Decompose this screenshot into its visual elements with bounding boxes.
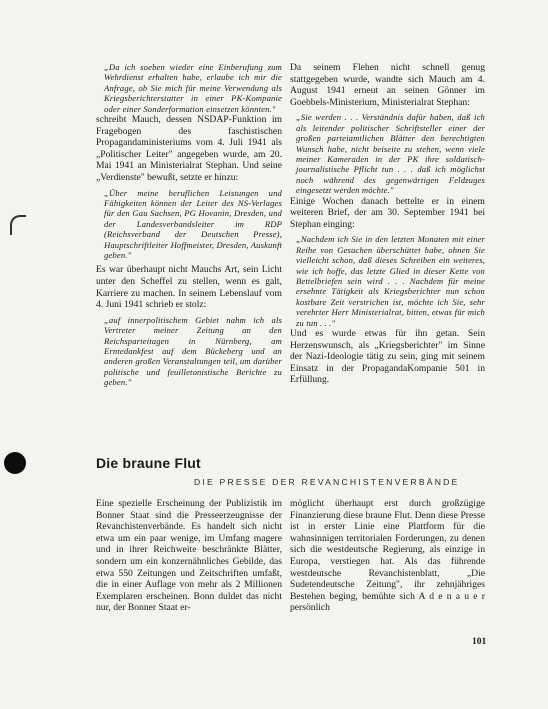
quote-verstaendnis: „Sie werden . . . Verständnis dafür haben, daß ich als leitender politischer Schriftsteller einer der großen parteiamtlichen Blätter den berechtigten Wunsch habe, nicht beiseite zu stehen, wenn viele meiner Kameraden in der PK ihre soldatisch-journalistische Pflicht tun . . . daß ich möglichst noch während des gegenwärtigen Feldzuges eingesetzt werden möchte."	[296, 112, 485, 196]
paragraph-mauch: schreibt Mauch, dessen NSDAP-Funktion im Fragebogen des faschistischen Propagandaministeriums vom 4. Juli 1941 als „Politischer Leiter" angegeben wurde, am 20. Mai 1941 an Ministerialrat Stephan. Und seine „Verdienste" bewußt, setzte er hinzu:	[96, 114, 282, 183]
right-column	[290, 62, 485, 386]
paragraph-flehen: Da seinem Flehen nicht schnell genug stattgegeben wurde, wandte sich Mauch am 4. August 1941 erneut an seinen Gönner im Goebbels-Ministerium, Ministerialrat Stephan:	[290, 62, 485, 108]
section-subtitle: DIE PRESSE DER REVANCHISTENVERBÄNDE	[194, 477, 460, 487]
paragraph-getan: Und es wurde etwas für ihn getan. Sein Herzenswunsch, als „Kriegsberichter" im Sinne der Nazi-Ideologie tätig zu sein, ging mit seinem Einsatz in der PropagandaKompanie 501 in Erfüllung.	[290, 328, 485, 386]
paragraph-karriere: Es war überhaupt nicht Mauchs Art, sein Licht unter den Scheffel zu stellen, wenn es galt, Karriere zu machen. In seinem Lebenslauf vom 4. Juni 1941 schrieb er stolz:	[96, 264, 282, 311]
section-title: Die braune Flut	[96, 455, 201, 471]
margin-mark	[10, 215, 26, 235]
section-body-right	[290, 498, 485, 614]
section-paragraph-left: Eine spezielle Erscheinung der Publizistik im Bonner Staat sind die Presseerzeugnisse der Revanchistenverbände. Es handelt sich nicht etwa um ein paar wenige, im Umfang magere und in ihrer Reichweite beschränkte Blätter, sondern um ein konzernähnliches Gebilde, das etwa 550 Zeitungen und Zeitschriften umfaßt, die in einer Auflage von mehr als 2 Millionen Exemplaren erscheinen. Bonn duldet das nicht nur, der Bonner Staat er-	[96, 498, 282, 614]
quote-nachdem: „Nachdem ich Sie in den letzten Monaten mit einer Reihe von Gesuchen überschüttet habe, ohnen Sie vielleicht schon, daß dieses Schreiben ein weiteres, wie ich hoffe, das letzte Glied in dieser Kette von Bettelbriefen sein wird . . . Nachdem für meine ersehnte Tätigkeit als Kriegsberichter nun schon kostbare Zeit verstrichen ist, möchte ich Sie, sehr verehrter Herr Ministerialrat, bitten, etwas für mich zu tun . . ."	[296, 234, 485, 328]
section-body-left	[96, 498, 282, 614]
left-column	[96, 62, 282, 388]
paragraph-einige-wochen: Einige Wochen danach bettelte er in einem weiteren Brief, der am 30. September 1941 bei Stephan einging:	[290, 195, 485, 230]
page-number: 101	[472, 637, 487, 647]
quote-leistungen: „Über meine beruflichen Leistungen und Fähigkeiten können der Leiter des NS-Verlages für den Gau Sachsen, PG Hovanin, Dresden, und der Landesverbandsleiter im RDP (Reichsverband der Deutschen Presse), Hauptschriftleiter Hoffmeister, Dresden, Auskunft geben."	[104, 187, 283, 261]
section-paragraph-right: möglicht überhaupt erst durch großzügige Finanzierung diese braune Flut. Denn diese Presse ist in erster Linie eine Plattform für die wahnsinnigen territorialen Forderungen, zu denen sich die westdeutsche Regierung, als einzige in Europa, verstiegen hat. Als das führende westdeutsche Revanchistenblatt, „Die Sudetendeutsche Zeitung", ihr zehnjähriges Bestehen beging, bemühte sich A d e n a u e r persönlich	[290, 498, 485, 614]
quote-einberufung: „Da ich soeben wieder eine Einberufung zum Wehrdienst erhalten habe, erlaube ich mir die Anfrage, ob Sie mich für meine Verwendung als Kriegsberichterstatter in einer PK-Kompanie oder einer Sonderformation einsetzen könnten."	[104, 62, 282, 114]
ink-blot	[4, 452, 26, 474]
quote-lebenslauf: „auf innerpolitischem Gebiet nahm ich als Vertreter meiner Zeitung an den Reichsparteitagen in Nürnberg, am Erntedankfest auf dem Bückeberg und an anderen großen Veranstaltungen teil, um darüber politische und feuilletonistische Berichte zu geben."	[104, 314, 282, 388]
